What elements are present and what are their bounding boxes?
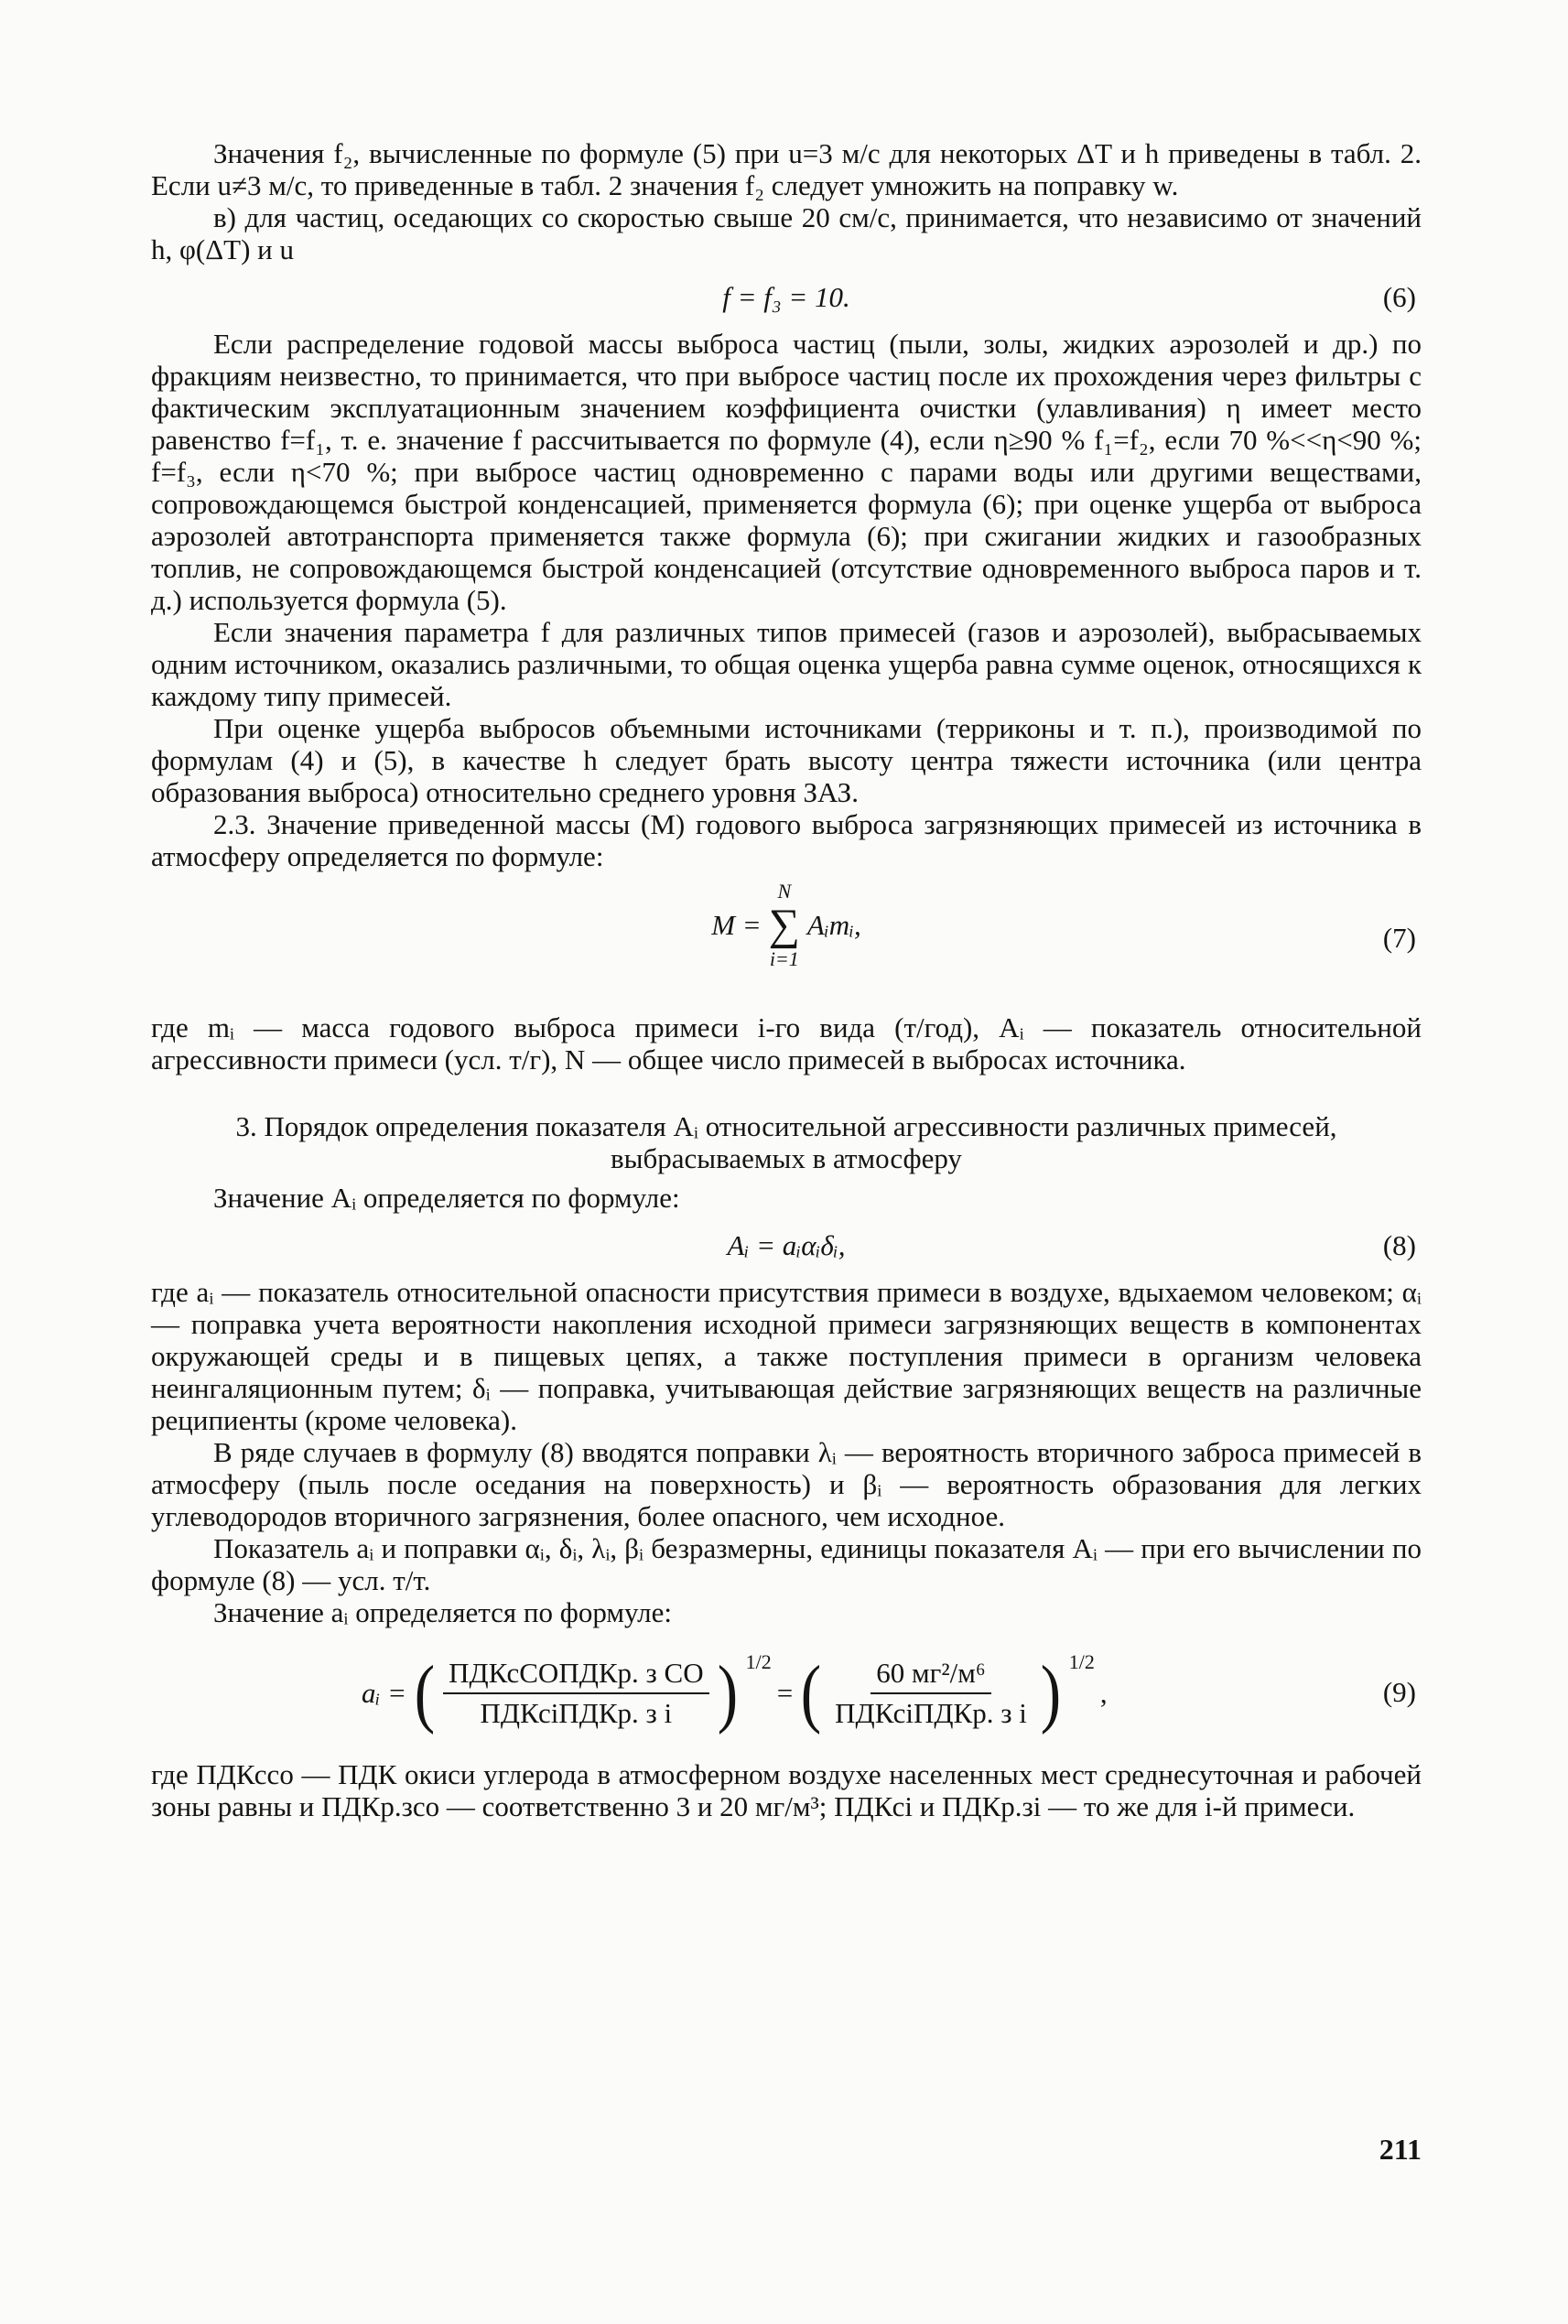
equation-6-body: f = f₃ = 10. [722, 281, 850, 313]
equation-7 [151, 881, 1422, 999]
paragraph-f2-values: Значения f₂, вычисленные по формуле (5) при u=3 м/с для некоторых ΔT и h приведены в табл. 2. Если u≠3 м/с, то приведенные в табл. 2 значения f₂ следует умножить на поправку w. [151, 137, 1422, 201]
paragraph-2-3: 2.3. Значение приведенной массы (M) годового выброса загрязняющих примесей из источника в атмосферу определяется по формуле: [151, 808, 1422, 872]
text-column [151, 137, 1422, 1822]
paragraph-a-formula-intro: Значение aᵢ определяется по формуле: [213, 1596, 672, 1628]
exponent-2: 1/2 [1068, 1650, 1095, 1673]
equation-9-lhs: aᵢ = [362, 1677, 407, 1709]
paragraph-distribution: Если распределение годовой массы выброса частиц (пыли, золы, жидких аэрозолей и др.) по фракциям неизвестно, то принимается, что при выбросе частиц после их прохождения через фильтры с фактическим эксплуатационным значением коэффициента очистки (улавливания) η имеет место равенство f=f₁, т. е. значение f рассчитывается по формуле (4), если η≥90 % f₁=f₂, если 70 %<<η<90 %; f=f₃, если η<70 %; при выбросе частиц одновременно с парами воды или другими веществами, сопровождающемся быстрой конденсацией, применяется формула (6); при оценке ущерба от выброса аэрозолей автотранспорта применяется также формула (6); при сжигании жидких и газообразных топлив, не сопровождающемся быстрой конденсацией (отсутствие одновременного выброса паров и т. д.) используется формула (5). [151, 328, 1422, 616]
paragraph-particles-fast: в) для частиц, оседающих со скоростью свыше 20 см/с, принимается, что независимо от значений h, φ(ΔT) и u [151, 201, 1422, 265]
paragraph-where-a: где aᵢ — показатель относительной опасности присутствия примеси в воздухе, вдыхаемом человеком; αᵢ — поправка учета вероятности накопления исходной примеси загрязняющих веществ в компонентах окружающей среды и в пищевых цепях, а также поступления примеси в организм человека неингаляционным путем; δᵢ — поправка, учитывающая действие загрязняющих веществ на различные реципиенты (кроме человека). [151, 1276, 1422, 1436]
page-number: 211 [1379, 2133, 1422, 2166]
paragraph-A-formula-intro: Значение Aᵢ определяется по формуле: [213, 1182, 680, 1214]
equation-9 [151, 1643, 1422, 1744]
right-paren-2: ) [1040, 1650, 1061, 1735]
paragraph-where-m: где mᵢ — масса годового выброса примеси i-го вида (т/год), Aᵢ — показатель относительной агрессивности примеси (усл. т/г), N — общее число примесей в выбросах источника. [151, 1011, 1422, 1076]
equation-6-number: (6) [1382, 281, 1416, 313]
right-paren-1: ) [717, 1650, 738, 1735]
equation-9-tail: , [1099, 1677, 1108, 1709]
paragraph-volume-sources: При оценке ущерба выбросов объемными источниками (терриконы и т. п.), производимой по формулам (4) и (5), в качестве h следует брать высоту центра тяжести источника (или центра образования выброса) относительно среднего уровня ЗАЗ. [151, 712, 1422, 808]
equation-8-body: Aᵢ = aᵢαᵢδᵢ, [727, 1229, 846, 1261]
equation-7-lhs: M = [711, 909, 762, 941]
sum-symbol [769, 881, 800, 969]
fraction-2-numerator: 60 мг²/м⁶ [871, 1657, 990, 1694]
sum-upper-limit: N [777, 880, 792, 903]
fraction-1 [443, 1657, 709, 1730]
paragraph-dimensionless: Показатель aᵢ и поправки αᵢ, δᵢ, λᵢ, βᵢ безразмерны, единицы показателя Aᵢ — при его вычислении по формуле (8) — усл. т/т. [151, 1532, 1422, 1596]
equation-8-number: (8) [1382, 1229, 1416, 1261]
equation-7-rhs: Aᵢmᵢ, [806, 909, 861, 941]
equation-7-number: (7) [1382, 922, 1416, 954]
fraction-2 [829, 1657, 1033, 1730]
sigma-glyph: ∑ [768, 901, 800, 949]
left-paren-2: ( [800, 1650, 822, 1735]
fraction-1-denominator: ПДКсiПДКр. з i [480, 1697, 673, 1729]
equation-6 [151, 276, 1422, 319]
left-paren-1: ( [414, 1650, 436, 1735]
paragraph-where-pdk: где ПДКсco — ПДК окиси углерода в атмосферном воздухе населенных мест среднесуточная и рабочей зоны равны и ПДКр.зco — соответственно 3 и 20 мг/м³; ПДКсi и ПДКр.зi — то же для i-й примеси. [151, 1758, 1422, 1822]
paragraph-corrections: В ряде случаев в формулу (8) вводятся поправки λᵢ — вероятность вторичного заброса примесей в атмосферу (пыль после оседания на поверхность) и βᵢ — вероятность образования для легких углеводородов вторичного загрязнения, более опасного, чем исходное. [151, 1436, 1422, 1532]
equation-8 [151, 1225, 1422, 1267]
equation-9-number: (9) [1382, 1676, 1416, 1708]
sum-lower-limit: i=1 [769, 947, 799, 970]
fraction-2-denominator: ПДКсiПДКр. з i [835, 1697, 1027, 1729]
paragraph-parameter-f: Если значения параметра f для различных типов примесей (газов и аэрозолей), выбрасываемых одним источником, оказались различными, то общая оценка ущерба равна сумме оценок, относящихся к каждому типу примесей. [151, 616, 1422, 712]
fraction-1-numerator: ПДКсCOПДКр. з CO [443, 1657, 709, 1694]
section-heading: 3. Порядок определения показателя Aᵢ относительной агрессивности различных примесей, выбрасываемых в атмосферу [235, 1110, 1337, 1174]
exponent-1: 1/2 [745, 1650, 772, 1673]
equals-sign: = [776, 1677, 794, 1709]
